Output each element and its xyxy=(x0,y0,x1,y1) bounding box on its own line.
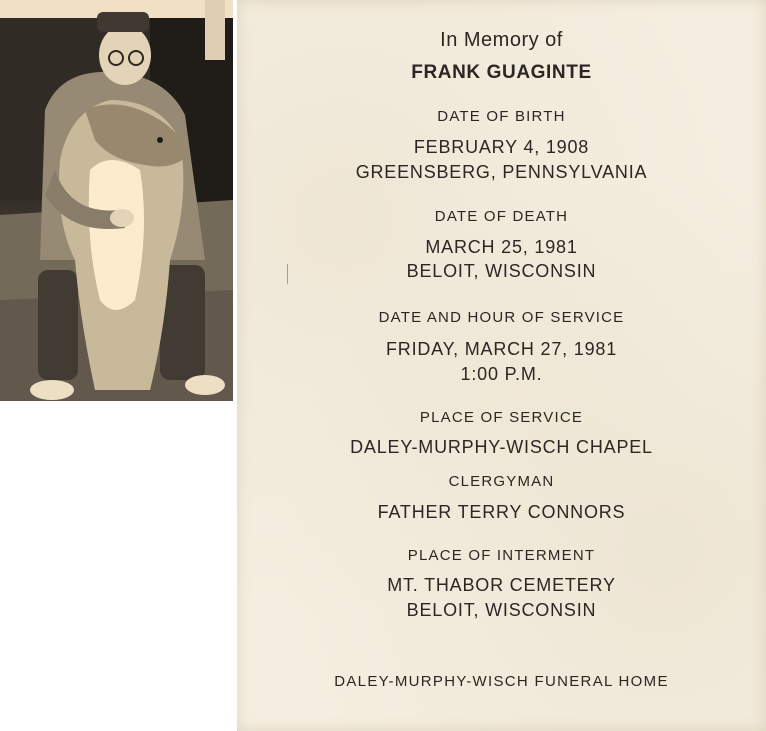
birth-date: FEBRUARY 4, 1908 xyxy=(413,137,590,157)
place-of-service-label: PLACE OF SERVICE xyxy=(419,409,584,426)
birth-label: DATE OF BIRTH xyxy=(437,108,566,125)
interment-cemetery: MT. THABOR CEMETERY xyxy=(387,575,616,595)
card-title: In Memory of xyxy=(440,29,563,51)
death-label: DATE OF DEATH xyxy=(434,208,569,225)
memorial-card xyxy=(237,0,766,731)
service-time: 1:00 P.M. xyxy=(460,364,543,384)
interment-label: PLACE OF INTERMENT xyxy=(407,547,596,564)
death-date: MARCH 25, 1981 xyxy=(425,237,578,257)
clergyman-label: CLERGYMAN xyxy=(448,473,555,490)
service-label: DATE AND HOUR OF SERVICE xyxy=(378,309,625,326)
death-place: BELOIT, WISCONSIN xyxy=(406,261,597,281)
deceased-name: FRANK GUAGINTE xyxy=(411,62,592,83)
birth-place: GREENSBERG, PENNSYLVANIA xyxy=(355,162,648,182)
paper-mark xyxy=(287,264,288,284)
clergyman-value: FATHER TERRY CONNORS xyxy=(377,502,626,522)
funeral-home-footer: DALEY-MURPHY-WISCH FUNERAL HOME xyxy=(334,673,669,690)
interment-place: BELOIT, WISCONSIN xyxy=(406,600,597,620)
service-date: FRIDAY, MARCH 27, 1981 xyxy=(385,339,618,359)
memorial-photo xyxy=(0,0,233,401)
photo-man-with-dog xyxy=(0,0,233,401)
place-of-service-value: DALEY-MURPHY-WISCH CHAPEL xyxy=(350,437,653,457)
